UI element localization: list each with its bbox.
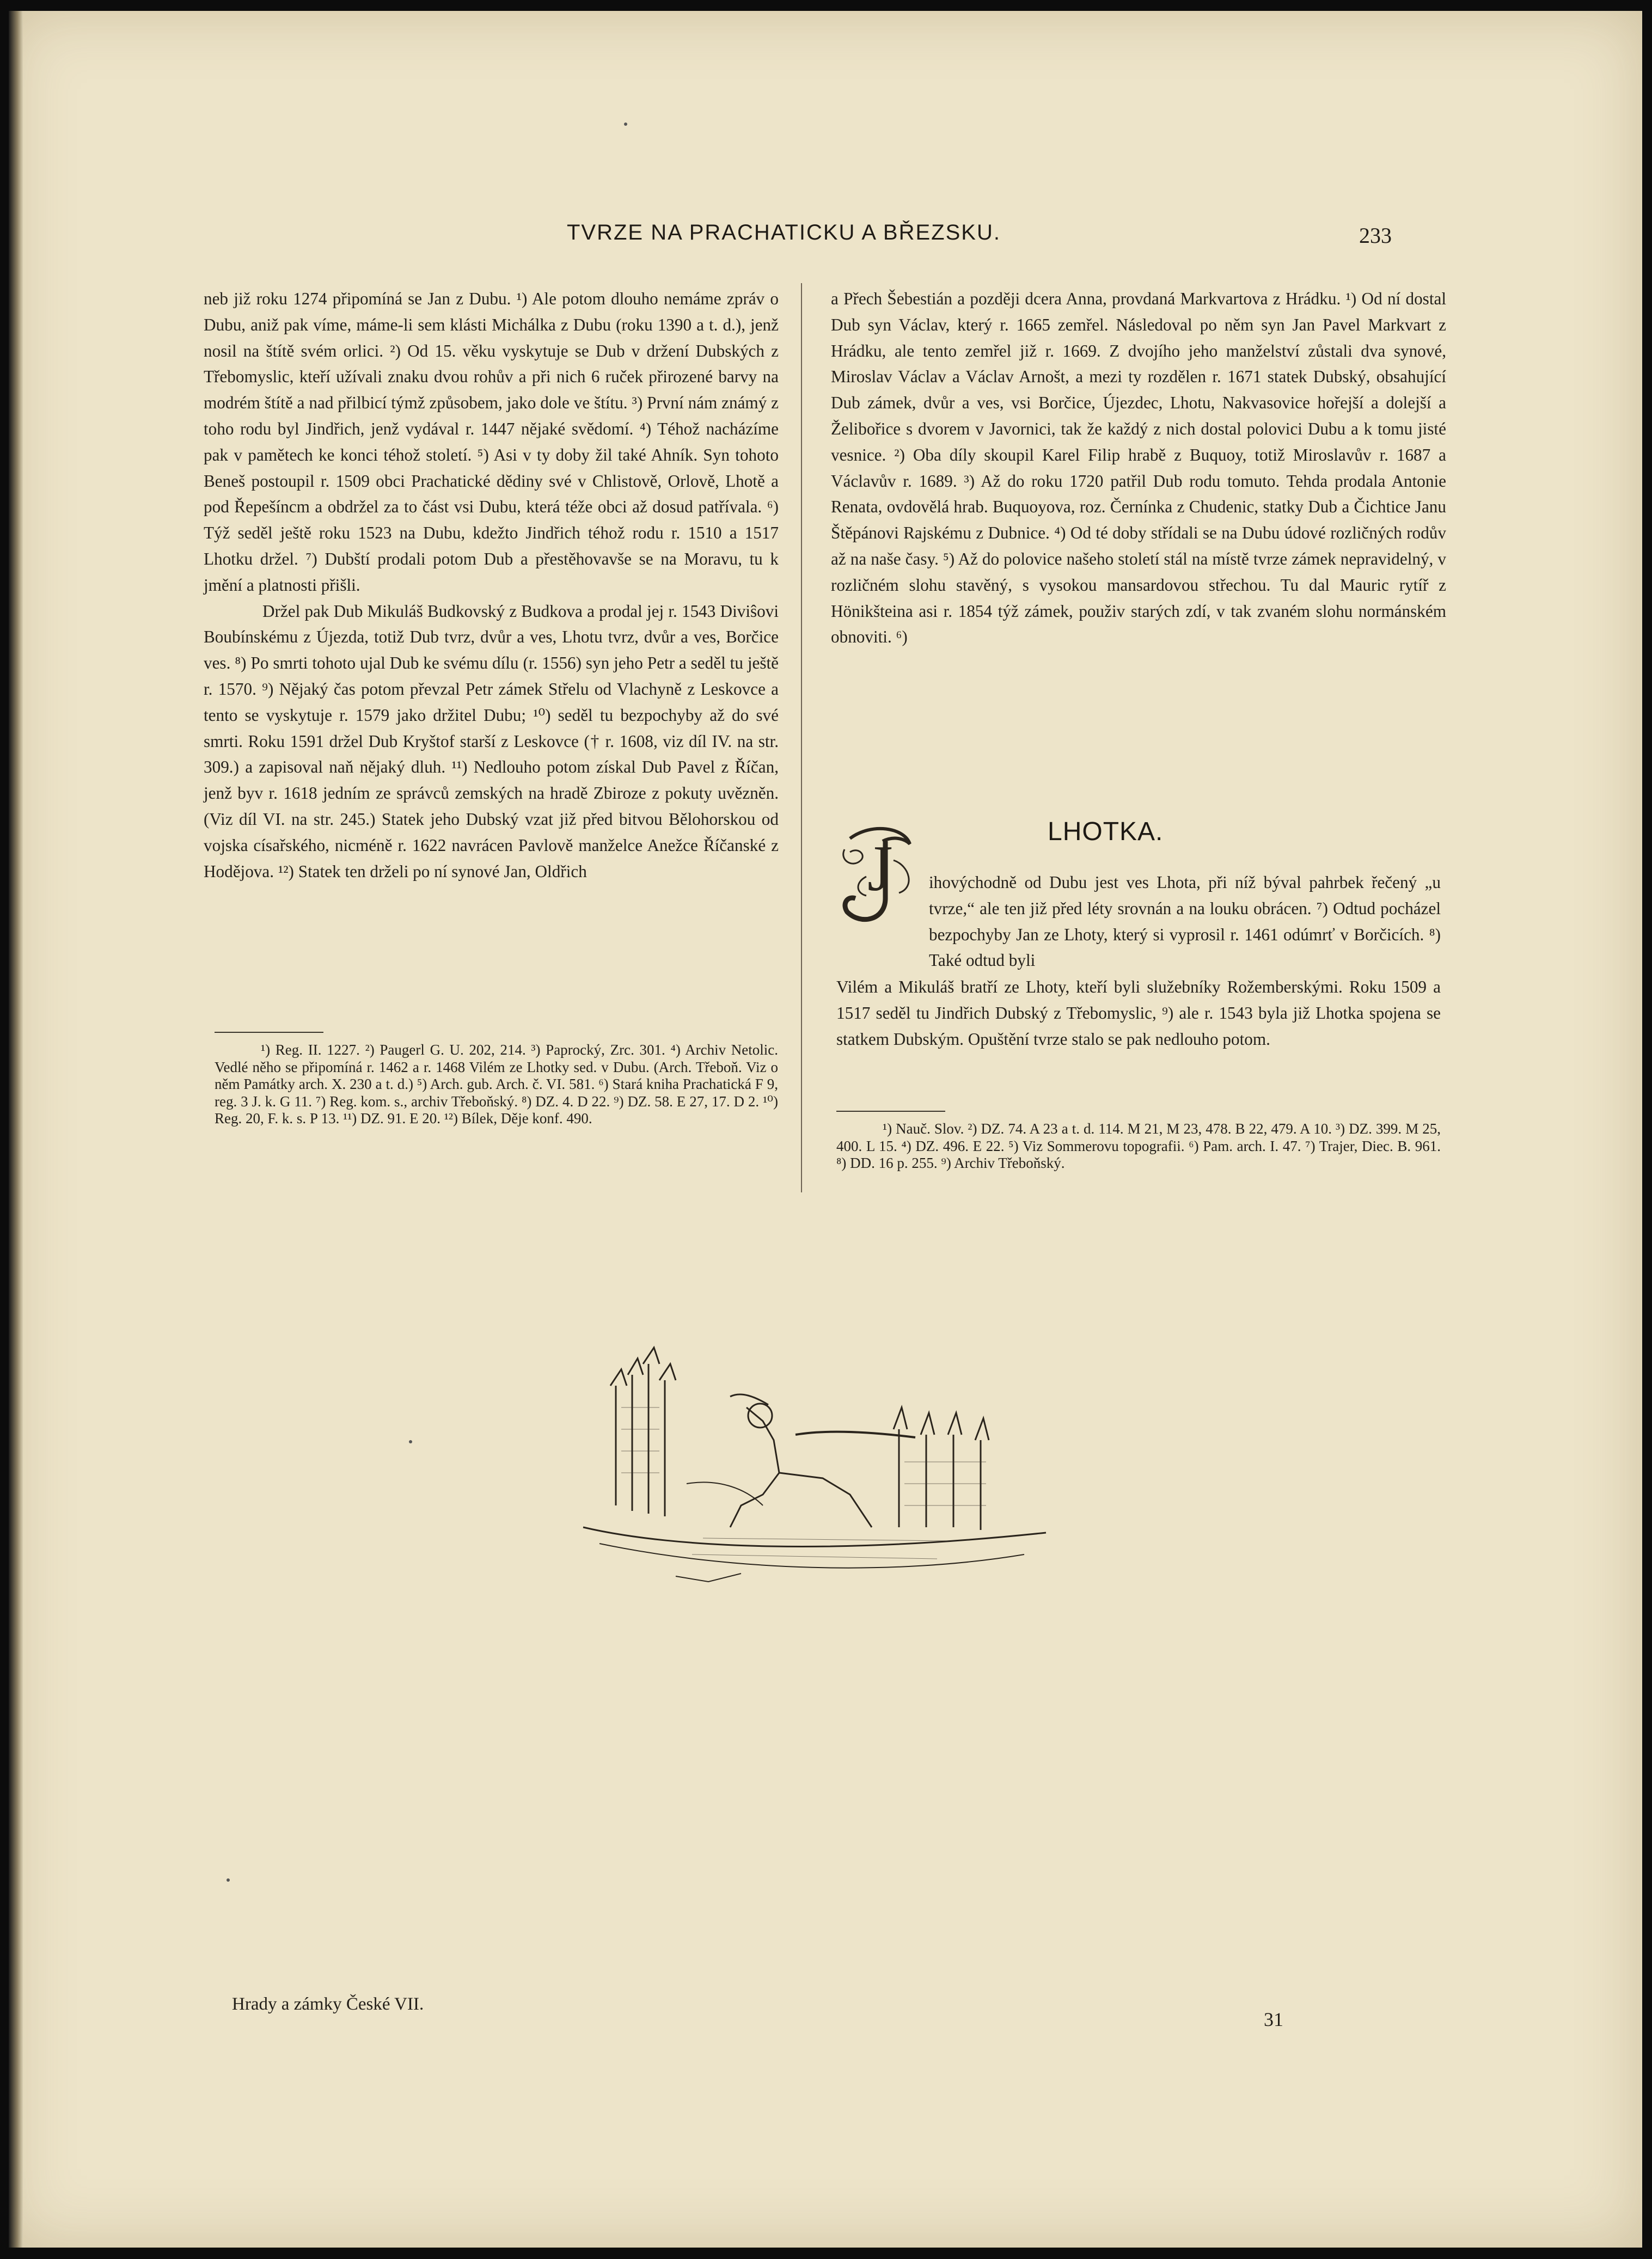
paragraph: a Přech Šebestián a později dcera Anna, provdaná Markvartova z Hrádku. ¹) Od ní dostal Dub syn Václav, který r. 1665 zemřel. Následoval po něm syn Jan Pavel Markvart z Hrádku, ale tento zemřel již r. 1669. Z dvojího jeho manželství zůstali dva synové, Miroslav Václav a Václav Arnošt, a mezi ty rozdělen r. 1671 statek Dubský, obsahující Dub zámek, dvůr a ves, vsi Borčice, Újezdec, Lhotu, Nakvasovice hořejší a dolejší a Želibořice s dvorem v Javornici, tak že každý z nich dostal polovici Dubu a k tomu jisté vesnice. ²) Oba díly skoupil Karel Filip hrabě z Buquoy, totiž Miroslavův r. 1687 a Václavův r. 1689. ³) Až do roku 1720 patřil Dub rodu tomuto. Tehda prodala Antonie Renata, ovdovělá hrab. Buquoyova, roz. Černínka z Chudenic, statky Dub a Čichtice Janu Štěpánovi Rajskému z Dubnice. ⁴) Od té doby střídali se na Dubu údové rozličných rodův až na naše časy. ⁵) Až do polovice našeho století stál na místě tvrze zámek nepravidelný, v rozličném slohu stavěný, s vysokou mansardovou střechou. Tu dal Mauric rytíř z Hönikšteina asi r. 1854 týž zámek, použiv starých zdí, v tak zvaném slohu normánském obnoviti. ⁶) — [831, 289, 1446, 647]
footnote-rule — [836, 1111, 945, 1112]
lhotka-intro: ihovýchodně od Dubu jest ves Lhota, při níž býval pahrbek řečený „u tvrze,“ ale ten již před léty srovnán a na louku obrácen. ⁷) Odtud pocházel bezpochyby Jan ze Lhoty, který si vyprosil r. 1461 odúmrť v Borčicích. ⁸) Také odtud byli — [929, 873, 1441, 970]
dropcap-ornament — [834, 817, 921, 931]
section-title: LHOTKA. — [1048, 817, 1164, 846]
engraving-illustration — [567, 1299, 1057, 1625]
book-gutter — [9, 11, 23, 2248]
speck — [624, 123, 627, 126]
page-number: 233 — [1359, 223, 1392, 248]
dropcap-letter: J — [867, 832, 893, 904]
speck — [409, 1440, 412, 1443]
footnotes-left: ¹) Reg. II. 1227. ²) Paugerl G. U. 202, 214. ³) Paprocký, Zrc. 301. ⁴) Archiv Netolic. Vedlé něho se připomíná r. 1462 a r. 1468 Vilém ze Lhotky sed. v Dubu. (Arch. Třeboň. Viz o něm Památky arch. X. 230 a t. d.) ⁵) Arch. gub. Arch. č. VI. 581. ⁶) Stará kniha Prachatická F 9, reg. 3 J. k. G 11. ⁷) Reg. kom. s., archiv Třeboňský. ⁸) DZ. 4. D 22. ⁹) DZ. 58. E 27, 17. D 2. ¹⁰) Reg. 20, F. k. s. P 13. ¹¹) DZ. 91. E 20. ¹²) Bílek, Děje konf. 490. — [215, 1042, 778, 1127]
footer-sheet-number: 31 — [1264, 2009, 1283, 2030]
paragraph: neb již roku 1274 připomíná se Jan z Dubu. ¹) Ale potom dlouho nemáme zpráv o Dubu, aniž pak víme, máme-li sem klásti Michálka z Dubu (roku 1390 a t. d.), jenž nosil na štítě svém orlici. ²) Od 15. věku vyskytuje se Dub v držení Dubských z Třebomyslic, kteří užívali znaku dvou rohův a při nich 6 ruček přirozené barvy na modrém štítě a nad přilbicí týmž způsobem, jako dole ve štítu. ³) První nám známý z toho rodu byl Jindřich, jenž vydával r. 1447 nějaké svědomí. ⁴) Téhož nacházíme pak v pamětech ke konci téhož století. ⁵) Asi v ty doby žil také Ahník. Syn tohoto Beneš postoupil r. 1509 obci Prachatické dědiny své v Chlistově, Orlově, Lhotě a pod Řepešíncm a obdržel za to část vsi Dubu, která téže obci až dosud patřívala. ⁶) Týž seděl ještě roku 1523 na Dubu, kdežto Jindřich téhož rodu r. 1510 a 1517 Lhotku držel. ⁷) Dubští prodali potom Dub a přestěhovavše se na Moravu, tu k jmění a platnosti přišli. — [204, 289, 779, 595]
scanned-page — [9, 11, 1642, 2248]
left-column — [204, 286, 779, 884]
footer-signature: Hrady a zámky České VII. — [232, 1994, 424, 2014]
page-header — [9, 221, 1642, 253]
footnote-rule — [215, 1032, 323, 1033]
running-title: TVRZE NA PRACHATICKU A BŘEZSKU. — [567, 221, 1001, 244]
right-column — [831, 286, 1446, 650]
column-divider — [801, 283, 802, 1192]
speck — [227, 1878, 230, 1882]
lhotka-continuation: Vilém a Mikuláš bratří ze Lhoty, kteří byli služebníky Rožemberskými. Roku 1509 a 1517 seděl tu Jindřich Dubský z Třebomyslic, ⁹) ale r. 1543 byla již Lhotka spojena se statkem Dubským. Opuštění tvrze stalo se pak nedlouho potom. — [836, 977, 1441, 1049]
paragraph: Držel pak Dub Mikuláš Budkovský z Budkova a prodal jej r. 1543 Diviŝovi Boubínskému z Újezda, totiž Dub tvrz, dvůr a ves, Lhotu tvrz, dvůr a ves, Borčice ves. ⁸) Po smrti tohoto ujal Dub ke svému dílu (r. 1556) syn jeho Petr a seděl tu ještě r. 1570. ⁹) Nějaký čas potom převzal Petr zámek Střelu od Vlachyně z Leskovce a tento se vyskytuje r. 1579 jako držitel Dubu; ¹⁰) seděl tu bezpochyby až do své smrti. Roku 1591 držel Dub Kryštof starší z Leskovce († r. 1608, viz díl IV. na str. 309.) a zapisoval naň nějaký dluh. ¹¹) Nedlouho potom získal Dub Pavel z Říčan, jenž byv r. 1618 jedním ze správců zemských na hradě Zbiroze z pokuty uvězněn. (Viz díl VI. na str. 245.) Statek jeho Dubský vzat již před bitvou Bělohorskou od vojska císařského, nicméně r. 1622 navrácen Pavlově manželce Anežce Říčanské z Hodějova. ¹²) Statek ten drželi po ní synové Jan, Oldřich — [204, 601, 779, 881]
footnotes-right: ¹) Nauč. Slov. ²) DZ. 74. A 23 a t. d. 114. M 21, M 23, 478. B 22, 479. A 10. ³) DZ. 399. M 25, 400. L 15. ⁴) DZ. 496. E 22. ⁵) Viz Sommerovu topografii. ⁶) Pam. arch. I. 47. ⁷) Trajer, Diec. B. 961. ⁸) DD. 16 p. 255. ⁹) Archiv Třeboňský. — [836, 1121, 1441, 1171]
